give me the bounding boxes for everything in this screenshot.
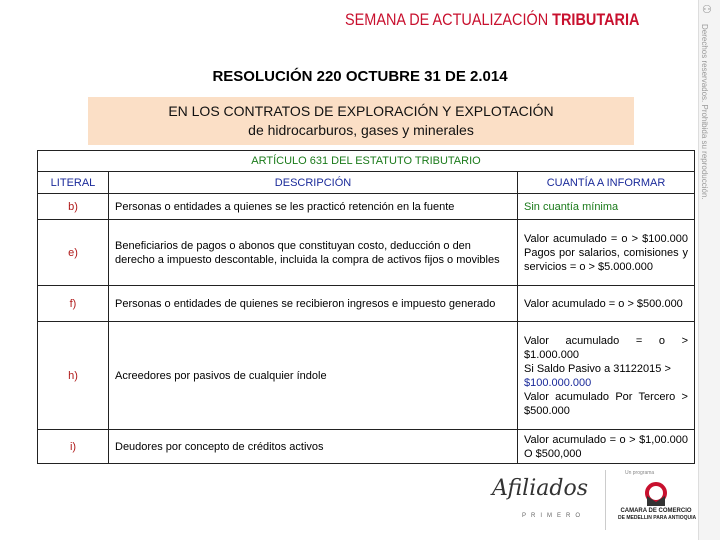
amount-line: Si Saldo Pasivo a 31122015 > bbox=[524, 362, 671, 375]
amount: Sin cuantía mínima bbox=[518, 194, 695, 220]
description: Personas o entidades de quienes se recibieron ingresos e impuesto generado bbox=[109, 286, 518, 322]
amount bbox=[518, 322, 695, 430]
camara-name: CAMARA DE COMERCIO bbox=[620, 508, 692, 514]
table-row bbox=[38, 194, 695, 220]
header-description: DESCRIPCIÓN bbox=[109, 172, 518, 194]
amount: Valor acumulado = o > $500.000 bbox=[518, 286, 695, 322]
logo-divider bbox=[605, 470, 606, 530]
header-amount: CUANTÍA A INFORMAR bbox=[518, 172, 695, 194]
description: Personas o entidades a quienes se les practicó retención en la fuente bbox=[109, 194, 518, 220]
table-row bbox=[38, 220, 695, 286]
amount: Valor acumulado = o > $1,00.000 O $500,000 bbox=[518, 430, 695, 464]
description: Deudores por concepto de créditos activos bbox=[109, 430, 518, 464]
afiliados-sub: PRIMERO bbox=[522, 513, 586, 519]
subtitle-line2: de hidrocarburos, gases y minerales bbox=[248, 122, 474, 138]
table-caption: ARTÍCULO 631 DEL ESTATUTO TRIBUTARIO bbox=[38, 151, 695, 172]
literal: f) bbox=[38, 286, 109, 322]
subtitle-box bbox=[88, 97, 634, 145]
copyright-icon: ⚇ bbox=[702, 4, 712, 16]
event-banner bbox=[345, 10, 639, 30]
amount-line: $100.000.000 bbox=[524, 376, 592, 389]
article-table bbox=[37, 150, 695, 464]
literal: h) bbox=[38, 322, 109, 430]
afiliados-logo: Afiliados bbox=[492, 476, 588, 501]
header-literal: LITERAL bbox=[38, 172, 109, 194]
side-notice: Derechos reservados. Prohibida su reproducción. bbox=[700, 24, 709, 200]
table-row bbox=[38, 286, 695, 322]
table-row bbox=[38, 430, 695, 464]
description: Acreedores por pasivos de cualquier índole bbox=[109, 322, 518, 430]
program-label: Un programa bbox=[625, 470, 655, 476]
literal: b) bbox=[38, 194, 109, 220]
camara-logo bbox=[618, 482, 697, 522]
camara-icon bbox=[643, 482, 669, 508]
description: Beneficiarios de pagos o abonos que constituyan costo, deducción o den derecho a impuesto descontable, incluida la compra de activos fijos o movibles bbox=[109, 220, 518, 286]
literal: e) bbox=[38, 220, 109, 286]
camara-sub: DE MEDELLIN PARA ANTIOQUIA bbox=[618, 515, 697, 521]
literal: i) bbox=[38, 430, 109, 464]
amount-line: Valor acumulado = o > $1.000.000 bbox=[524, 334, 688, 361]
amount: Valor acumulado = o > $100.000 Pagos por salarios, comisiones y servicios = o > $5.000.000 bbox=[518, 220, 695, 286]
banner-light: SEMANA DE ACTUALIZACIÓN bbox=[345, 10, 549, 29]
table-row bbox=[38, 322, 695, 430]
subtitle-line1: EN LOS CONTRATOS DE EXPLORACIÓN Y EXPLOTACIÓN bbox=[168, 103, 554, 119]
amount-line: Valor acumulado Por Tercero > $500.000 bbox=[524, 390, 688, 417]
page-title: RESOLUCIÓN 220 OCTUBRE 31 DE 2.014 bbox=[212, 68, 508, 85]
banner-bold: TRIBUTARIA bbox=[552, 10, 640, 29]
